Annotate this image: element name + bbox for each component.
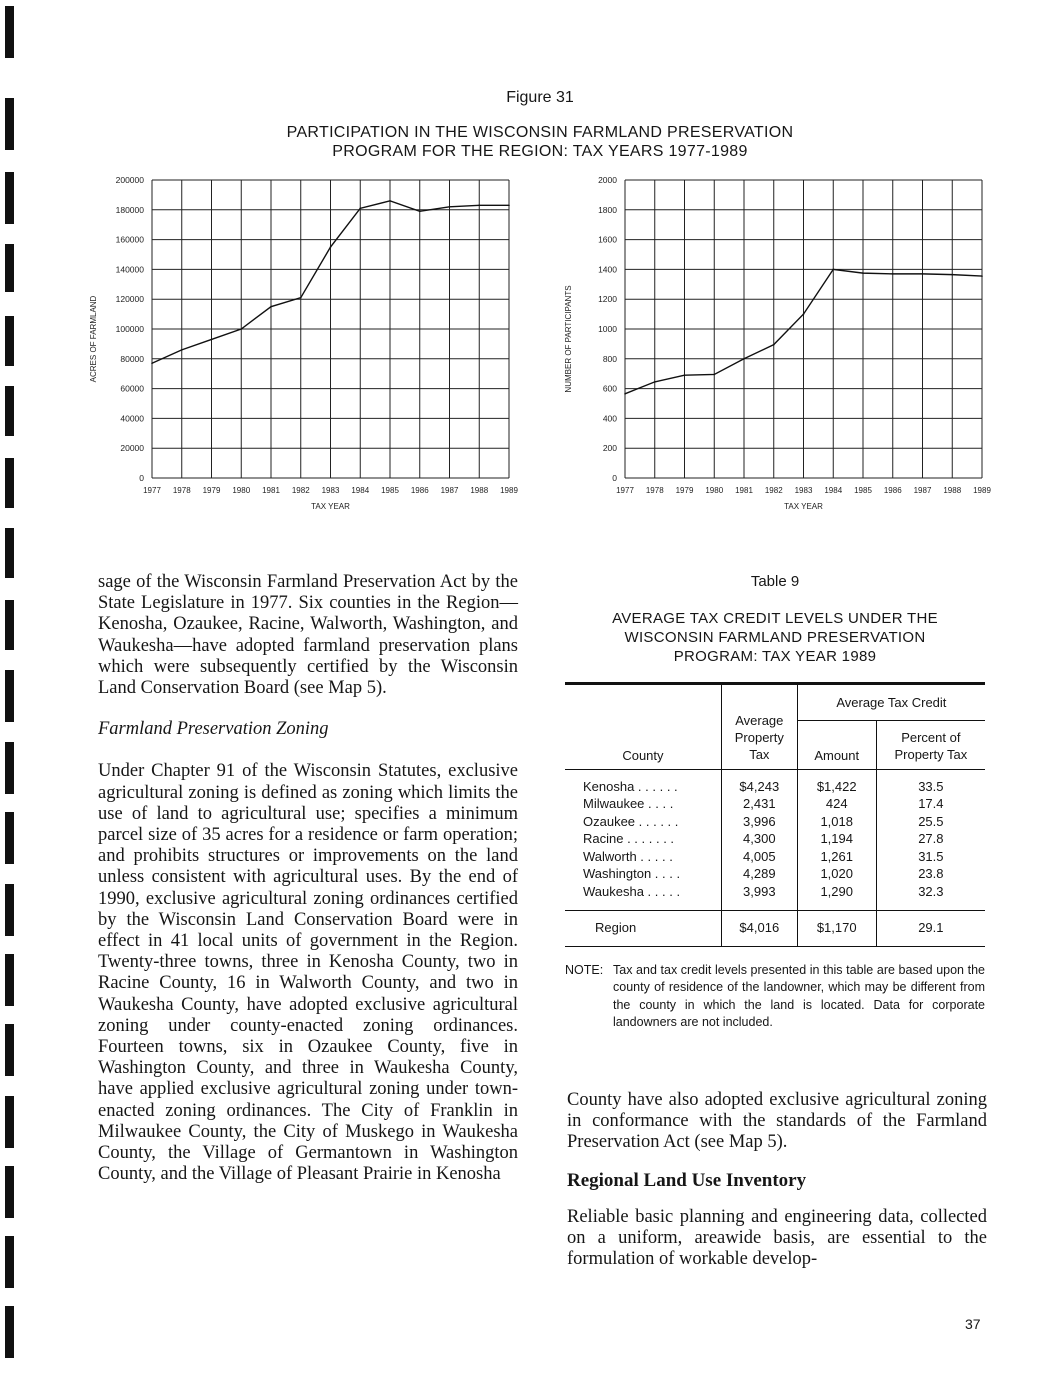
amount-cell: $1,170 [797,910,876,946]
x-tick-label: 1979 [675,486,694,495]
data-point [449,206,451,208]
percent-cell: 25.5 [876,813,985,831]
paragraph: Under Chapter 91 of the Wisconsin Statutes, exclusive agricultural zoning is defined as zoning which limits the use of land to agricultural use; specifies a minimum parcel size of 35 acres for a residence or farm operation; and prohibits structures or improvements on the land unless consistent with agricultural uses. By the end of 1990, exclusive agricultural zoning ordinances certified by the Wisconsin Land Conservation Board were in effect in 41 local units of government in the Region. Twenty-three towns, three in Kenosha County, two in Racine County, 16 in Walworth County, and two in Waukesha County, have adopted exclusive agricultural zoning under county-enacted zoning ordinances. Fourteen towns, six in Ozaukee County, five in Washington County, and three in Waukesha County, have applied exclusive agricultural zoning under town-enacted zoning ordinances. The City of Franklin in Milwaukee County, the City of Muskego in Waukesha County, the Village of Germantown in Washington County, and the Village of Pleasant Prairie in Kenosha [98,761,518,1185]
note-text: Tax and tax credit levels presented in this table are based upon the county of residence of the landowner, which may be different from the county in which the land is located. Data for corporate landowners are not included. [613,963,985,1029]
y-tick-label: 1600 [598,234,617,245]
x-tick-label: 1981 [262,486,280,495]
tax-cell: $4,016 [721,910,797,946]
data-point [330,246,332,248]
right-column [567,1090,987,1270]
figure-title [240,123,840,161]
y-tick-label: 400 [602,413,617,424]
binder-marks [0,0,20,1380]
tax-credit-table [565,682,985,947]
binder-mark [5,244,14,292]
percent-cell: 31.5 [876,848,985,866]
tax-cell: 3,993 [721,883,797,901]
header-line: Average [735,713,784,728]
binder-mark [5,600,14,650]
y-tick-label: 0 [139,473,144,483]
binder-mark [5,528,14,578]
data-point [300,297,302,299]
left-column [98,572,518,1185]
table-row [565,778,985,796]
y-tick-label: 100000 [115,324,144,334]
y-tick-label: 1400 [598,264,617,275]
amount-cell: 1,020 [797,865,876,883]
percent-cell: 33.5 [876,778,985,796]
amount-cell: 1,194 [797,830,876,848]
percent-header [876,721,985,770]
data-point [624,393,626,395]
binder-mark [5,670,14,722]
x-tick-label: 1980 [232,486,251,495]
amount-header: Amount [797,721,876,770]
county-cell: Racine . . . . . . . [583,831,675,846]
y-tick-label: 160000 [115,234,144,245]
header-line: Property Tax [894,747,968,762]
y-tick-label: 200000 [115,175,144,185]
header-line: Property [734,730,784,745]
note-label: NOTE: [565,963,604,977]
figure-title-line: PROGRAM FOR THE REGION: TAX YEARS 1977-1989 [332,143,748,160]
x-tick-label: 1984 [824,486,843,495]
y-tick-label: 1200 [598,294,617,305]
county-cell: Milwaukee . . . . [583,796,674,811]
table-title-line: WISCONSIN FARMLAND PRESERVATION [624,629,926,646]
x-tick-label: 1986 [883,486,902,495]
amount-cell: $1,422 [797,778,876,796]
avg-tax-credit-group-header: Average Tax Credit [797,684,985,721]
data-point [654,381,656,383]
participants-chart [555,170,1015,520]
x-tick-label: 1982 [764,486,783,495]
paragraph: County have also adopted exclusive agricultural zoning in conformance with the standards of the Farmland Preservation Act (see Map 5). [567,1090,987,1153]
x-tick-label: 1985 [381,486,399,495]
tax-cell: $4,243 [721,778,797,796]
amount-cell: 424 [797,795,876,813]
y-tick-label: 200 [602,443,617,454]
binder-mark [5,954,14,1006]
data-point [478,205,480,207]
county-cell: Walworth . . . . . [583,848,673,864]
percent-cell: 17.4 [876,795,985,813]
binder-mark [5,172,14,224]
tax-cell: 4,300 [721,830,797,848]
region-cell: Region [595,920,637,936]
paragraph: Reliable basic planning and engineering data, collected on a uniform, areawide basis, are essential to the formulation of workable develop- [567,1206,987,1270]
table-label: Table 9 [750,573,800,590]
x-tick-label: 1985 [854,486,872,495]
county-cell: Waukesha . . . . . [583,883,681,899]
x-tick-label: 1983 [321,486,340,495]
data-point [419,210,421,212]
binder-mark [5,316,14,366]
percent-cell: 27.8 [876,830,985,848]
binder-mark [5,1236,14,1288]
binder-mark [5,1166,14,1218]
x-tick-label: 1989 [500,486,518,495]
binder-mark [5,1024,14,1076]
x-tick-label: 1977 [143,486,161,495]
y-tick-label: 120000 [115,294,144,305]
x-tick-label: 1987 [913,486,932,495]
data-point [211,339,213,341]
data-point [922,273,924,275]
paragraph: sage of the Wisconsin Farmland Preservation Act by the State Legislature in 1977. Six counties in the Region—Kenosha, Ozaukee, Racine, Walworth, Washington, and Waukesha—have adopted farmland preservation plans which were subsequently certified by the Wisconsin Land Conservation Board (see Map 5). [98,572,518,699]
x-tick-label: 1980 [705,486,724,495]
percent-cell: 32.3 [876,883,985,901]
table-row [565,865,985,883]
x-tick-label: 1989 [973,486,991,495]
data-point [832,269,834,271]
county-cell: Kenosha . . . . . . [583,778,678,794]
table-row [565,795,985,813]
tax-cell: 2,431 [721,795,797,813]
data-point [359,208,361,210]
amount-cell: 1,261 [797,848,876,866]
x-axis-label: TAX YEAR [311,502,350,511]
avg-property-tax-header [721,684,797,770]
y-axis-label: NUMBER OF PARTICIPANTS [564,285,573,393]
table-title [565,609,985,666]
table-row [565,830,985,848]
county-cell: Washington . . . . [583,866,681,881]
header-line: Percent of [901,730,961,745]
x-tick-label: 1978 [172,486,191,495]
data-point [773,344,775,346]
y-tick-label: 140000 [115,264,144,275]
page-number: 37 [965,1316,981,1332]
section-heading: Farmland Preservation Zoning [98,719,329,740]
percent-cell: 29.1 [876,910,985,946]
x-tick-label: 1988 [470,486,489,495]
y-tick-label: 180000 [115,204,144,215]
x-tick-label: 1981 [735,486,753,495]
x-tick-label: 1984 [351,486,370,495]
amount-cell: 1,290 [797,883,876,901]
binder-mark [5,386,14,436]
data-point [743,358,745,360]
tax-cell: 4,289 [721,865,797,883]
table-title-line: AVERAGE TAX CREDIT LEVELS UNDER THE [612,610,938,627]
x-tick-label: 1982 [291,486,310,495]
data-point [181,349,183,351]
data-point [862,272,864,274]
y-tick-label: 600 [602,383,617,394]
y-tick-label: 40000 [120,413,144,424]
binder-mark [5,742,14,794]
x-axis-label: TAX YEAR [784,502,823,511]
y-axis-label: ACRES OF FARMLAND [89,295,98,383]
table-row [565,813,985,831]
percent-cell: 23.8 [876,865,985,883]
binder-mark [5,884,14,936]
y-tick-label: 20000 [120,443,144,454]
binder-mark [5,1306,14,1358]
y-tick-label: 1800 [598,204,617,215]
binder-mark [5,458,14,508]
y-tick-label: 1000 [598,324,617,334]
amount-cell: 1,018 [797,813,876,831]
y-tick-label: 80000 [120,353,144,364]
acres-chart [80,170,540,520]
x-tick-label: 1983 [794,486,813,495]
data-point [151,362,153,364]
section-heading: Regional Land Use Inventory [567,1169,807,1191]
county-cell: Ozaukee . . . . . . [583,813,679,829]
county-header: County [565,684,721,770]
data-point [240,328,242,330]
data-point [684,374,686,376]
data-point [270,306,272,308]
x-tick-label: 1987 [440,486,459,495]
x-tick-label: 1978 [645,486,664,495]
y-tick-label: 800 [602,353,617,364]
table-total-row [565,910,985,946]
data-point [389,200,391,202]
y-tick-label: 0 [612,473,617,483]
data-point [892,273,894,275]
y-tick-label: 2000 [598,175,617,185]
tax-cell: 3,996 [721,813,797,831]
binder-mark [5,1096,14,1148]
data-point [508,205,510,207]
figure-label: Figure 31 [506,89,574,106]
tax-cell: 4,005 [721,848,797,866]
y-tick-label: 60000 [120,383,144,394]
binder-mark [5,6,14,58]
header-line: Tax [749,747,770,762]
table-row [565,848,985,866]
x-tick-label: 1979 [202,486,221,495]
data-point [981,275,983,277]
x-tick-label: 1986 [410,486,429,495]
binder-mark [5,812,14,864]
table-row [565,883,985,901]
data-point [951,274,953,276]
data-point [713,374,715,376]
x-tick-label: 1977 [616,486,634,495]
table-title-line: PROGRAM: TAX YEAR 1989 [673,648,877,665]
data-point [803,313,805,315]
x-tick-label: 1988 [943,486,962,495]
figure-title-line: PARTICIPATION IN THE WISCONSIN FARMLAND PRESERVATION [286,124,794,141]
